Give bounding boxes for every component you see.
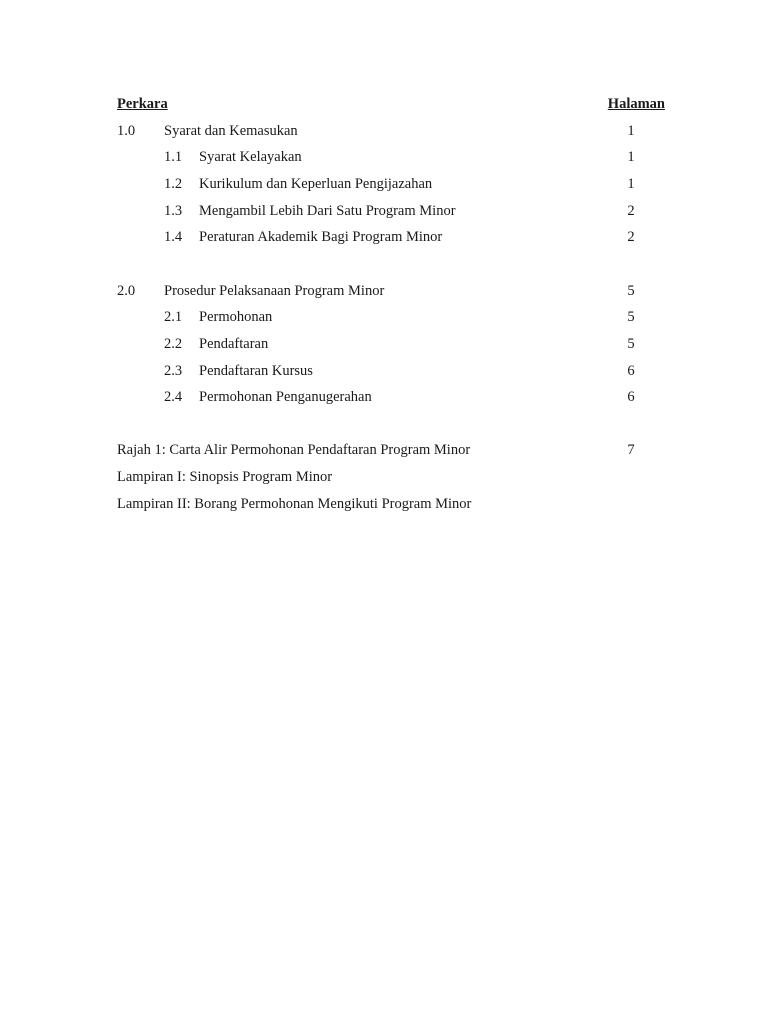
page-number: 6 — [627, 389, 635, 406]
toc-subsection-row — [117, 174, 665, 201]
page-number: 1 — [627, 149, 635, 166]
page-number: 1 — [627, 176, 635, 193]
subsection-title: Pendaftaran — [199, 335, 269, 352]
subsection-title: Permohonan Penganugerahan — [199, 389, 372, 406]
toc-appendix-row — [117, 440, 665, 467]
toc-subsection-row — [117, 361, 665, 388]
section-number: 2.0 — [117, 282, 136, 299]
table-of-contents — [117, 94, 665, 520]
toc-header-row — [117, 94, 665, 121]
toc-appendix-row — [117, 467, 665, 494]
toc-section-row — [117, 121, 665, 148]
subsection-title: Syarat Kelayakan — [199, 149, 302, 166]
subsection-number: 1.1 — [164, 149, 183, 166]
subsection-title: Peraturan Akademik Bagi Program Minor — [199, 229, 443, 246]
appendix-title: Lampiran II: Borang Permohonan Mengikuti Program Minor — [117, 495, 472, 512]
subsection-number: 1.2 — [164, 176, 183, 193]
subsection-number: 2.3 — [164, 362, 183, 379]
toc-appendix-row — [117, 494, 665, 521]
subsection-title: Mengambil Lebih Dari Satu Program Minor — [199, 202, 456, 219]
toc-section-row — [117, 281, 665, 308]
toc-subsection-row — [117, 307, 665, 334]
toc-subsection-row — [117, 227, 665, 254]
subsection-number: 2.1 — [164, 309, 183, 326]
subsection-title: Kurikulum dan Keperluan Pengijazahan — [199, 176, 433, 193]
subsection-number: 2.4 — [164, 389, 183, 406]
section-title: Syarat dan Kemasukan — [164, 122, 298, 139]
section-spacer — [117, 414, 665, 440]
column-header-halaman: Halaman — [607, 96, 665, 112]
page-number: 1 — [627, 122, 635, 139]
toc-subsection-row — [117, 147, 665, 174]
page-number: 2 — [627, 229, 635, 246]
subsection-title: Pendaftaran Kursus — [199, 362, 313, 379]
appendix-title: Rajah 1: Carta Alir Permohonan Pendaftaran Program Minor — [117, 442, 471, 459]
subsection-number: 1.3 — [164, 202, 183, 219]
page-number: 5 — [627, 309, 635, 326]
subsection-number: 1.4 — [164, 229, 183, 246]
subsection-number: 2.2 — [164, 335, 183, 352]
section-spacer — [117, 254, 665, 280]
section-title: Prosedur Pelaksanaan Program Minor — [164, 282, 385, 299]
toc-subsection-row — [117, 201, 665, 228]
page-number: 7 — [627, 442, 635, 459]
page-number: 2 — [627, 202, 635, 219]
subsection-title: Permohonan — [199, 309, 273, 326]
toc-subsection-row — [117, 334, 665, 361]
appendix-title: Lampiran I: Sinopsis Program Minor — [117, 469, 333, 486]
column-header-perkara: Perkara — [117, 96, 168, 112]
page-number: 6 — [627, 362, 635, 379]
section-number: 1.0 — [117, 122, 136, 139]
page-number: 5 — [627, 282, 635, 299]
toc-subsection-row — [117, 387, 665, 414]
page-number: 5 — [627, 335, 635, 352]
